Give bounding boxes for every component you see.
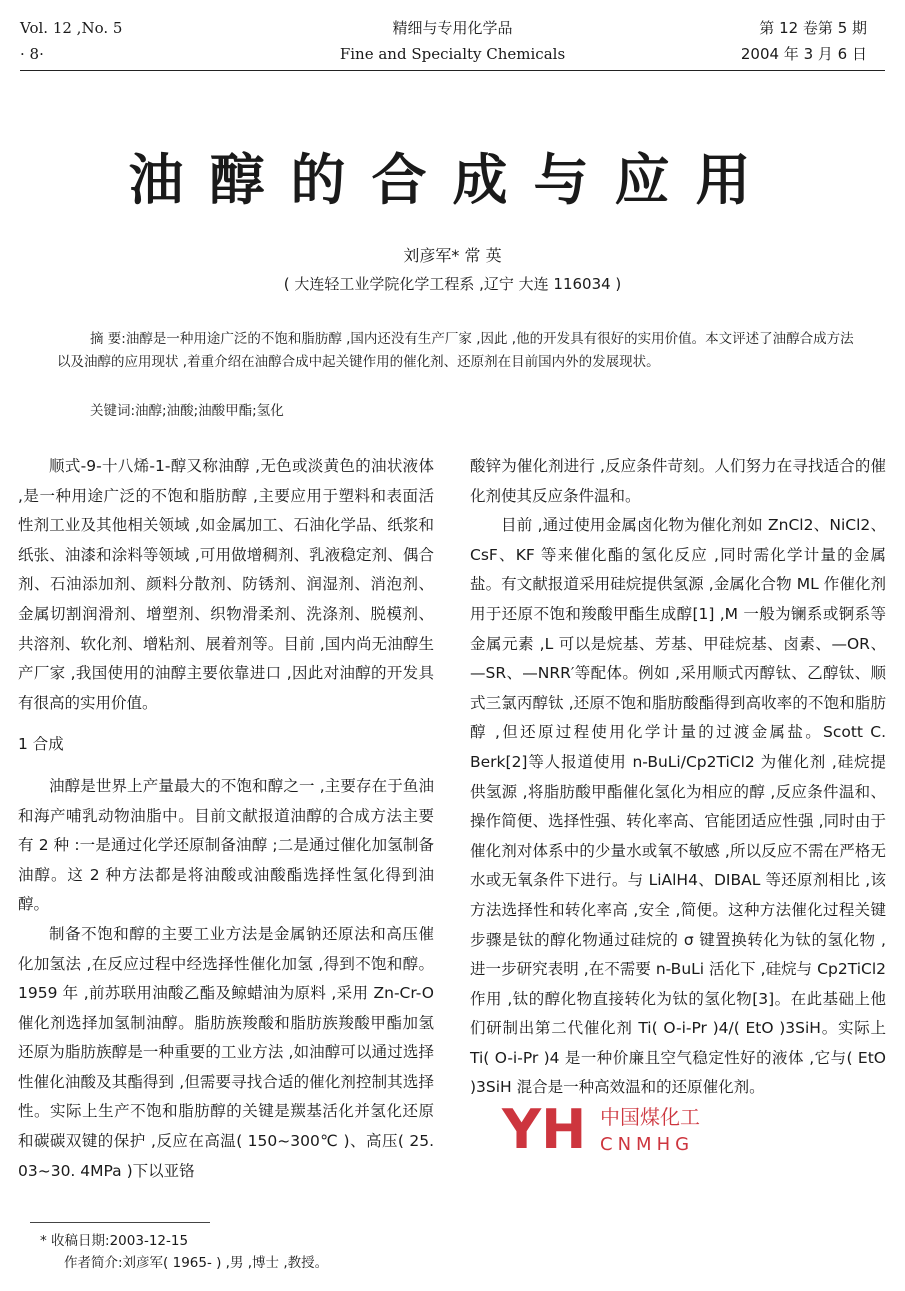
right-column bbox=[470, 452, 886, 1103]
issue-info: 第 12 卷第 5 期 bbox=[759, 19, 867, 37]
journal-name-cn: 精细与专用化学品 bbox=[392, 19, 513, 37]
journal-name-en: Fine and Specialty Chemicals bbox=[339, 45, 566, 63]
paragraph: 酸锌为催化剂进行 ,反应条件苛刻。人们努力在寻找适合的催化剂使其反应条件温和。 bbox=[470, 457, 886, 505]
affiliation: ( 大连轻工业学院化学工程系 ,辽宁 大连 116034 ) bbox=[283, 275, 622, 293]
publish-date: 2004 年 3 月 6 日 bbox=[740, 45, 867, 63]
footnote-rule bbox=[30, 1222, 210, 1223]
keywords: 关键词:油醇;油酸;油酸甲酯;氢化 bbox=[90, 403, 284, 419]
watermark-letters: YH bbox=[502, 1098, 587, 1158]
paragraph: 目前 ,通过使用金属卤化物为催化剂如 ZnCl2、NiCl2、CsF、KF 等来催化酯的氢化反应 ,同时需化学计量的金属盐。有文献报道采用硅烷提供氢源 ,金属化合物 ML 作催化剂用于还原不饱和羧酸甲酯生成醇[1] ,M 一般为镧系或锕系等金属元素 ,L 可以是烷基、芳基、甲硅烷基、卤素、—OR、—SR、—NRR′等配体。例如 ,采用顺式丙醇钛、乙醇钛、顺式三氯丙醇钛 ,还原不饱和脂肪酸酯得到高收率的不饱和脂肪醇 ,但还原过程使用化学计量的过渡金属盐。Scott C. Berk[2]等人报道使用 n-BuLi/Cp2TiCl2 为催化剂 ,硅烷提供氢源 ,将脂肪酸甲酯催化氢化为相应的醇 ,反应条件温和、操作简便、选择性强、转化率高、官能团适应性强 ,同时由于催化剂对体系中的少量水或氧不敏感 ,所以反应不需在严格无水或无氧条件下进行。与 LiAlH4、DIBAL 等还原剂相比 ,该方法选择性和转化率高 ,安全 ,简便。这种方法催化过程关键步骤是钛的醇化物通过硅烷的 σ 键置换转化为钛的氢化物 ,进一步研究表明 ,在不需要 n-BuLi 活化下 ,硅烷与 Cp2TiCl2 作用 ,钛的醇化物直接转化为钛的氢化物[3]。在此基础上他们研制出第二代催化剂 Ti( O-i-Pr )4/( EtO )3SiH。实际上 Ti( O-i-Pr )4 是一种价廉且空气稳定性好的液体 ,它与( EtO )3SiH 混合是一种高效温和的还原催化剂。 bbox=[470, 516, 886, 1097]
author-bio: 作者简介:刘彦军( 1965- ) ,男 ,博士 ,教授。 bbox=[64, 1255, 329, 1271]
left-column bbox=[18, 452, 434, 1186]
journal-volume: Vol. 12 ,No. 5 bbox=[20, 19, 123, 37]
section-heading: 1 合成 bbox=[18, 735, 64, 754]
received-date: * 收稿日期:2003-12-15 bbox=[40, 1233, 189, 1249]
watermark-cn: 中国煤化工 bbox=[600, 1105, 700, 1129]
article-title: 油醇的合成与应用 bbox=[128, 148, 777, 212]
paragraph: 顺式-9-十八烯-1-醇又称油醇 ,无色或淡黄色的油状液体 ,是一种用途广泛的不饱和脂肪醇 ,主要应用于塑料和表面活性剂工业及其他相关领域 ,如金属加工、石油化学品、纸浆和纸张、油漆和涂料等领域 ,可用做增稠剂、乳液稳定剂、偶合剂、石油添加剂、颜料分散剂、防锈剂、润湿剂、消泡剂、金属切割润滑剂、增塑剂、织物滑柔剂、洗涤剂、脱模剂、共溶剂、软化剂、增粘剂、展着剂等。目前 ,国内尚无油醇生产厂家 ,我国使用的油醇主要依靠进口 ,因此对油醇的开发具有很高的实用价值。 bbox=[18, 457, 434, 712]
paragraph: 制备不饱和醇的主要工业方法是金属钠还原法和高压催化加氢法 ,在反应过程中经选择性催化加氢 ,得到不饱和醇。1959 年 ,前苏联用油酸乙酯及鲸蜡油为原料 ,采用 Zn-Cr-O 催化剂选择加氢制油醇。脂肪族羧酸和脂肪族羧酸甲酯加氢还原为脂肪族醇是一种重要的工业方法 ,如油醇可以通过选择性催化油酸及其酯得到 ,但需要寻找合适的催化剂控制其选择性。实际上生产不饱和脂肪醇的关键是羰基活化并氢化还原和碳碳双键的保护 ,反应在高温( 150~300℃ )、高压( 25. 03~30. 4MPa )下以亚铬 bbox=[18, 924, 434, 1180]
paragraph: 油醇是世界上产量最大的不饱和醇之一 ,主要存在于鱼油和海产哺乳动物油脂中。目前文献报道油醇的合成方法主要有 2 种 :一是通过化学还原制备油醇 ;二是通过催化加氢制备油醇。这 2 种方法都是将油酸或油酸酯选择性氢化得到油醇。 bbox=[18, 776, 434, 914]
footnote bbox=[40, 1230, 328, 1274]
watermark-en: CNMHG bbox=[600, 1134, 695, 1155]
watermark-logo bbox=[500, 1098, 710, 1158]
header-rule bbox=[20, 70, 885, 71]
abstract: 摘 要:油醇是一种用途广泛的不饱和脂肪醇 ,国内还没有生产厂家 ,因此 ,他的开发具有很好的实用价值。本文评述了油醇合成方法以及油醇的应用现状 ,着重介绍在油醇合成中起关键作用的催化剂、还原剂在目前国内外的发展现状。 bbox=[57, 331, 854, 370]
page-number: · 8· bbox=[20, 45, 44, 63]
watermark-graphic bbox=[500, 1098, 710, 1158]
authors: 刘彦军* 常 英 bbox=[403, 246, 502, 265]
